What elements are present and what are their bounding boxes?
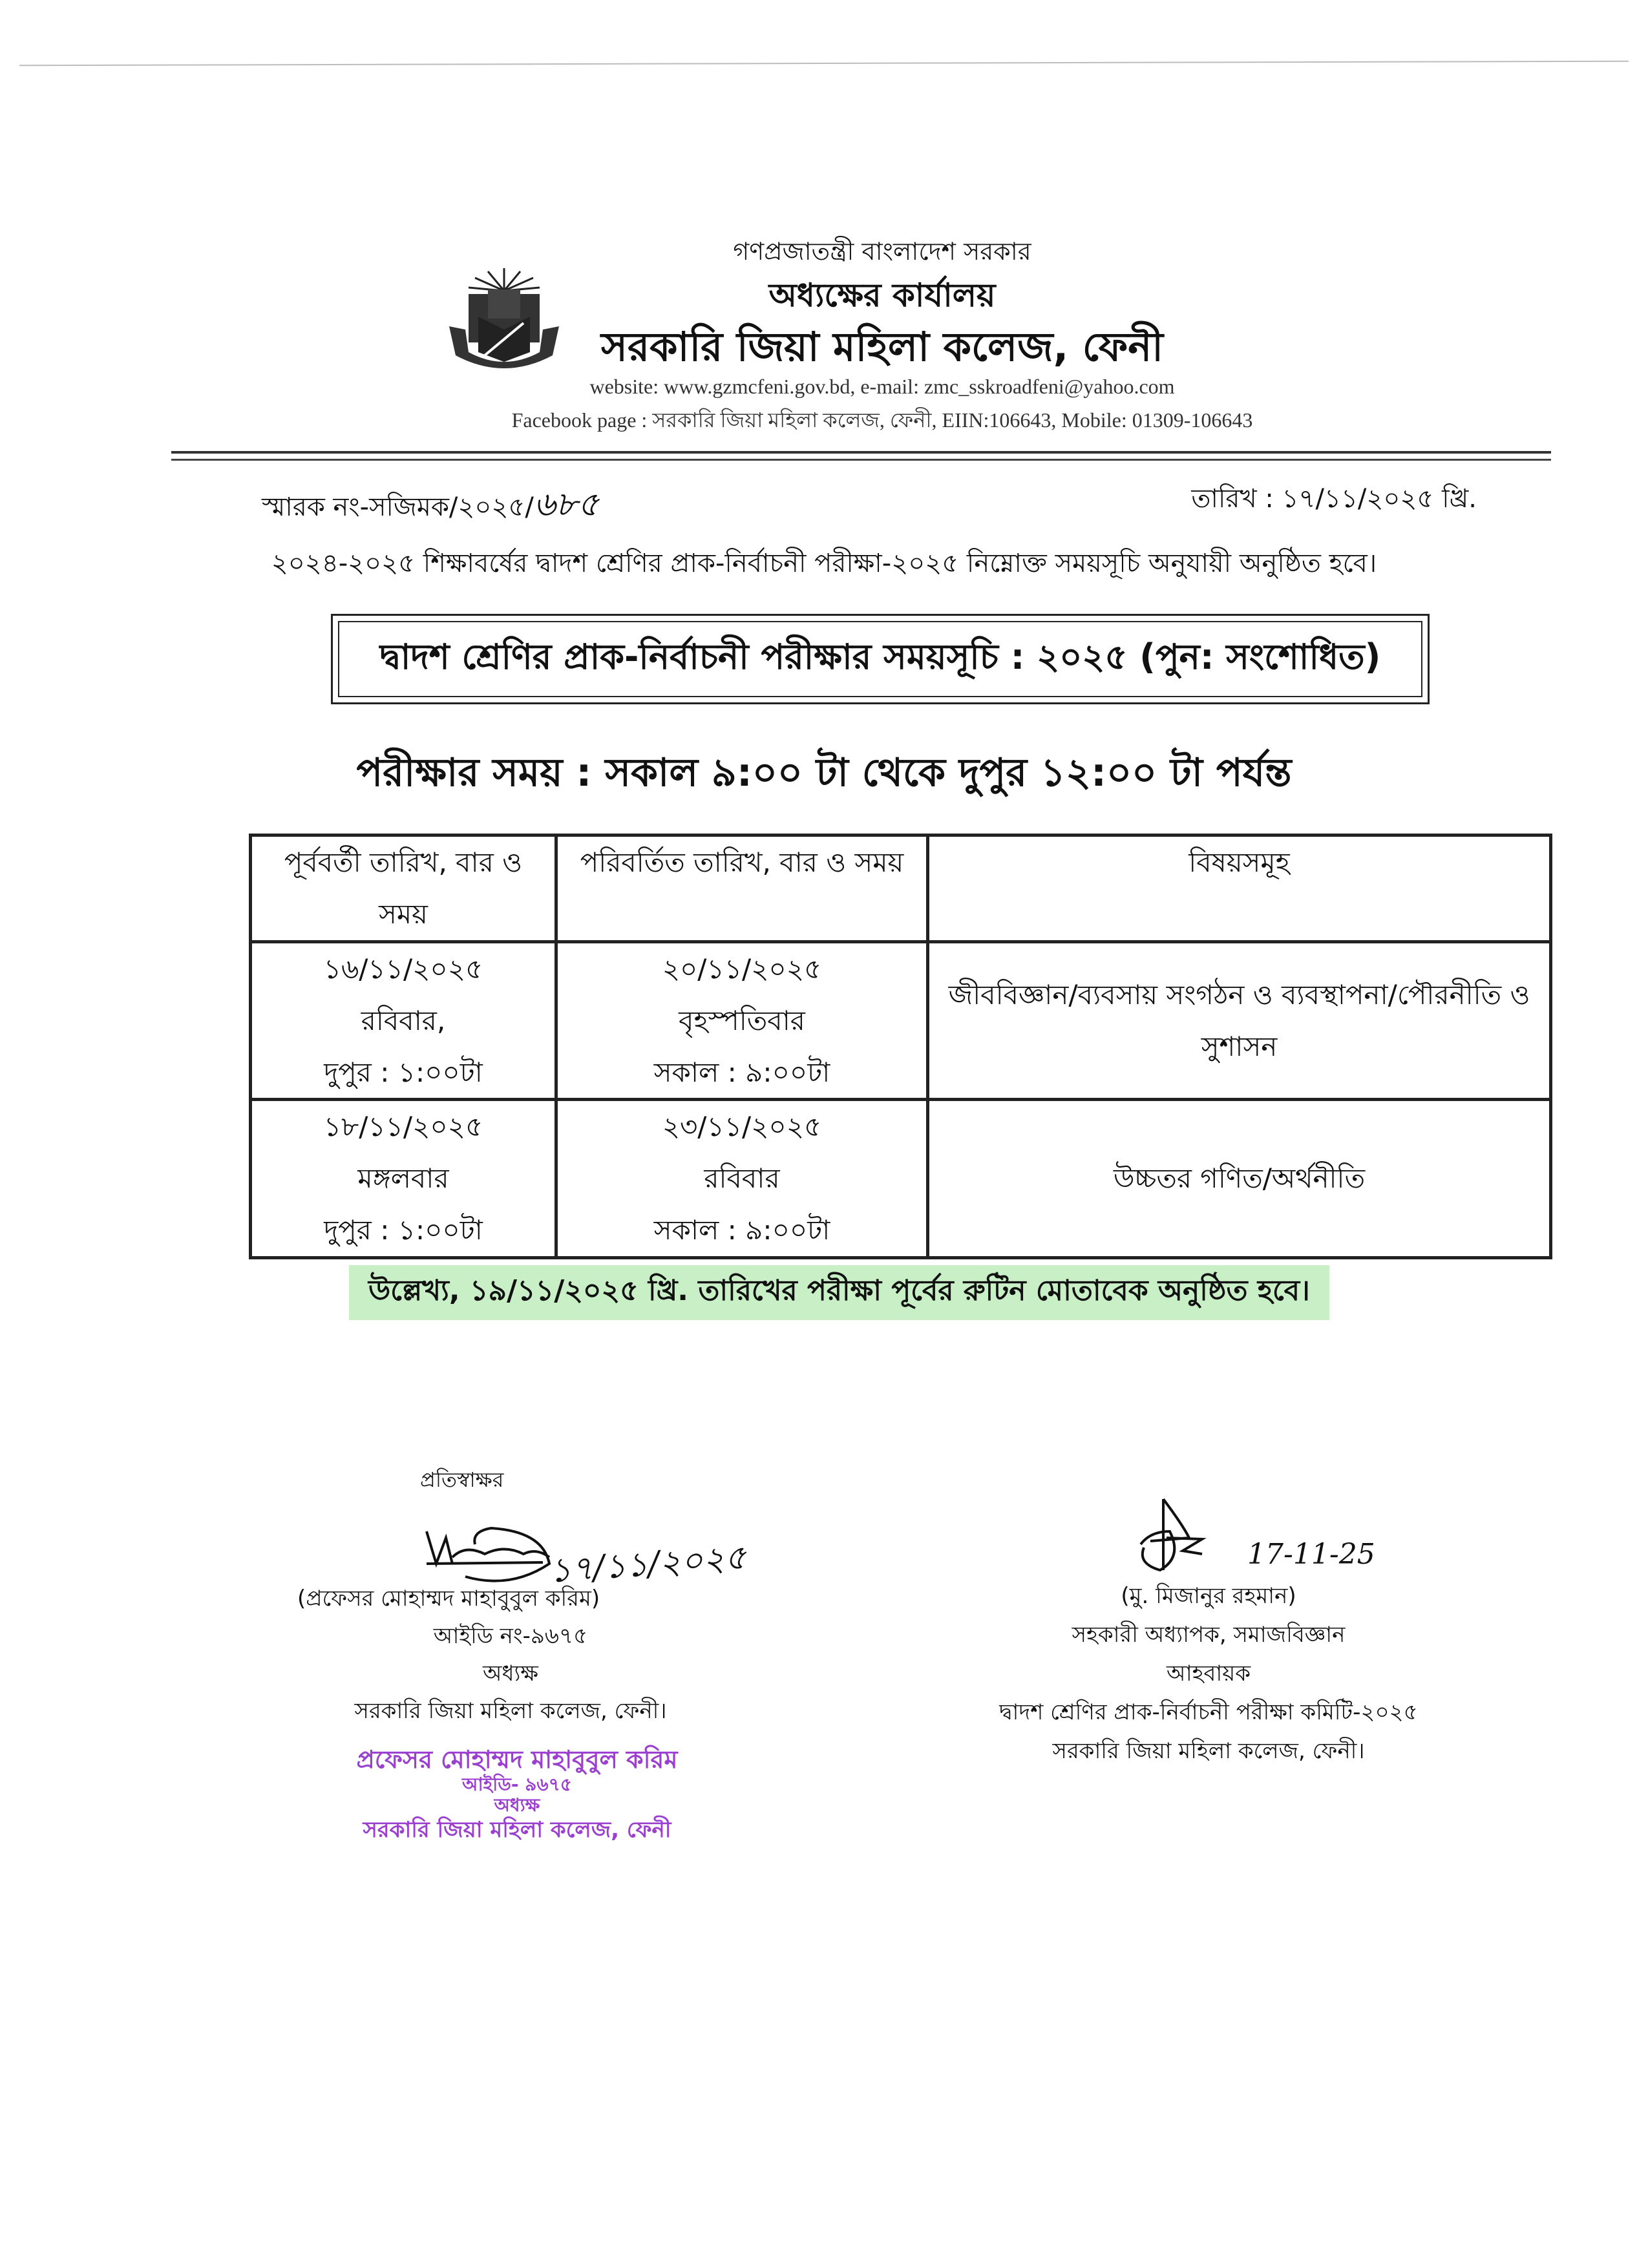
principal-designation: অধ্যক্ষ xyxy=(483,1661,538,1686)
principal-signature-date: ১৭/১১/২০২৫ xyxy=(548,1538,748,1591)
previous-time: দুপুর : ১:০০টা xyxy=(324,1056,483,1088)
convener-signature-date: 17-11-25 xyxy=(1247,1538,1375,1571)
convener-block xyxy=(956,1577,1461,1770)
convener-role: আহবায়ক xyxy=(1166,1661,1251,1686)
changed-date: ২০/১১/২০২৫ xyxy=(662,953,822,985)
previous-date: ১৬/১১/২০২৫ xyxy=(323,953,483,985)
principal-name: (প্রফেসর মোহাম্মদ মাহাবুবুল করিম) xyxy=(297,1586,600,1612)
memo-handwritten-number: ৬৮৫ xyxy=(533,485,600,524)
memo-date: তারিখ : ১৭/১১/২০২৫ খ্রি. xyxy=(1191,484,1477,514)
previous-time: দুপুর : ১:০০টা xyxy=(324,1213,483,1246)
convener-signature-icon xyxy=(1125,1493,1241,1577)
highlighted-note: উল্লেখ্য, ১৯/১১/২০২৫ খ্রি. তারিখের পরীক্ষা পূর্বের রুটিন মোতাবেক অনুষ্ঠিত হবে। xyxy=(349,1265,1329,1320)
schedule-table xyxy=(249,834,1552,1259)
changed-date: ২৩/১১/২০২৫ xyxy=(662,1111,822,1143)
schedule-title-box xyxy=(331,614,1430,704)
memo-prefix: স্মারক নং-সজিমক/২০২৫/ xyxy=(262,492,534,522)
header-subjects: বিষয়সমূহ xyxy=(928,835,1551,942)
stamp-institution: সরকারি জিয়া মহিলা কলেজ, ফেনী xyxy=(363,1817,671,1843)
header-previous-date: পূর্ববর্তী তারিখ, বার ও সময় xyxy=(251,835,556,942)
contact-website-email: website: www.gzmcfeni.gov.bd, e-mail: zmc_sskroadfeni@yahoo.com xyxy=(589,375,1175,398)
changed-time: সকাল : ৯:০০টা xyxy=(653,1056,830,1088)
scan-top-line xyxy=(19,61,1629,67)
memo-number xyxy=(262,478,599,534)
changed-day: বৃহস্পতিবার xyxy=(679,1004,805,1036)
subjects-cell: জীববিজ্ঞান/ব্যবসায় সংগঠন ও ব্যবস্থাপনা/পৌরনীতি ও সুশাসন xyxy=(928,942,1551,1100)
contact-facebook-eiin: Facebook page : সরকারি জিয়া মহিলা কলেজ, ফেনী, EIIN:106643, Mobile: 01309-106643 xyxy=(511,408,1253,432)
principal-id: আইডি নং-৯৬৭৫ xyxy=(433,1623,588,1649)
table-header-row xyxy=(251,835,1551,942)
principal-block xyxy=(284,1580,737,1730)
previous-day: রবিবার, xyxy=(361,1004,446,1036)
changed-day: রবিবার xyxy=(704,1162,780,1195)
office-title: অধ্যক্ষের কার্যালয় xyxy=(768,277,996,314)
schedule-title: দ্বাদশ শ্রেণির প্রাক-নির্বাচনী পরীক্ষার সময়সূচি : ২০২৫ (পুন: সংশোধিত) xyxy=(338,621,1422,697)
principal-stamp xyxy=(304,1745,730,1844)
convener-name: (মু. মিজানুর রহমান) xyxy=(1121,1583,1296,1609)
changed-schedule-cell xyxy=(556,942,928,1100)
table-row xyxy=(251,1100,1551,1257)
header-rule-bottom xyxy=(171,459,1551,461)
government-line: গণপ্রজাতন্ত্রী বাংলাদেশ সরকার xyxy=(733,237,1031,266)
exam-time: পরীক্ষার সময় : সকাল ৯:০০ টা থেকে দুপুর ১২:০০ টা পর্যন্ত xyxy=(356,750,1292,795)
previous-date: ১৮/১১/২০২৫ xyxy=(323,1111,483,1143)
stamp-id: আইডি- ৯৬৭৫ xyxy=(462,1774,572,1795)
previous-schedule-cell xyxy=(251,942,556,1100)
stamp-designation: অধ্যক্ষ xyxy=(494,1794,540,1816)
subjects-cell: উচ্চতর গণিত/অর্থনীতি xyxy=(928,1100,1551,1257)
intro-text: ২০২৪-২০২৫ শিক্ষাবর্ষের দ্বাদশ শ্রেণির প্রাক-নির্বাচনী পরীক্ষা-২০২৫ নিম্নোক্ত সময়সূচি অনুযায়ী অনুষ্ঠিত হবে। xyxy=(271,549,1377,578)
previous-day: মঙ্গলবার xyxy=(357,1162,449,1195)
header-changed-date: পরিবর্তিত তারিখ, বার ও সময় xyxy=(556,835,928,942)
convener-committee: দ্বাদশ শ্রেণির প্রাক-নির্বাচনী পরীক্ষা কমিটি-২০২৫ xyxy=(999,1699,1418,1725)
stamp-name: প্রফেসর মোহাম্মদ মাহাবুবুল করিম xyxy=(356,1745,678,1774)
convener-institution: সরকারি জিয়া মহিলা কলেজ, ফেনী। xyxy=(1052,1738,1365,1764)
countersign-label: প্রতিস্বাক্ষর xyxy=(420,1467,504,1492)
header-rule-top xyxy=(171,451,1551,454)
table-row xyxy=(251,942,1551,1100)
principal-institution: সরকারি জিয়া মহিলা কলেজ, ফেনী। xyxy=(354,1698,667,1724)
convener-designation: সহকারী অধ্যাপক, সমাজবিজ্ঞান xyxy=(1072,1622,1346,1648)
changed-time: সকাল : ৯:০০টা xyxy=(653,1213,830,1246)
changed-schedule-cell xyxy=(556,1100,928,1257)
previous-schedule-cell xyxy=(251,1100,556,1257)
college-name: সরকারি জিয়া মহিলা কলেজ, ফেনী xyxy=(601,323,1163,370)
